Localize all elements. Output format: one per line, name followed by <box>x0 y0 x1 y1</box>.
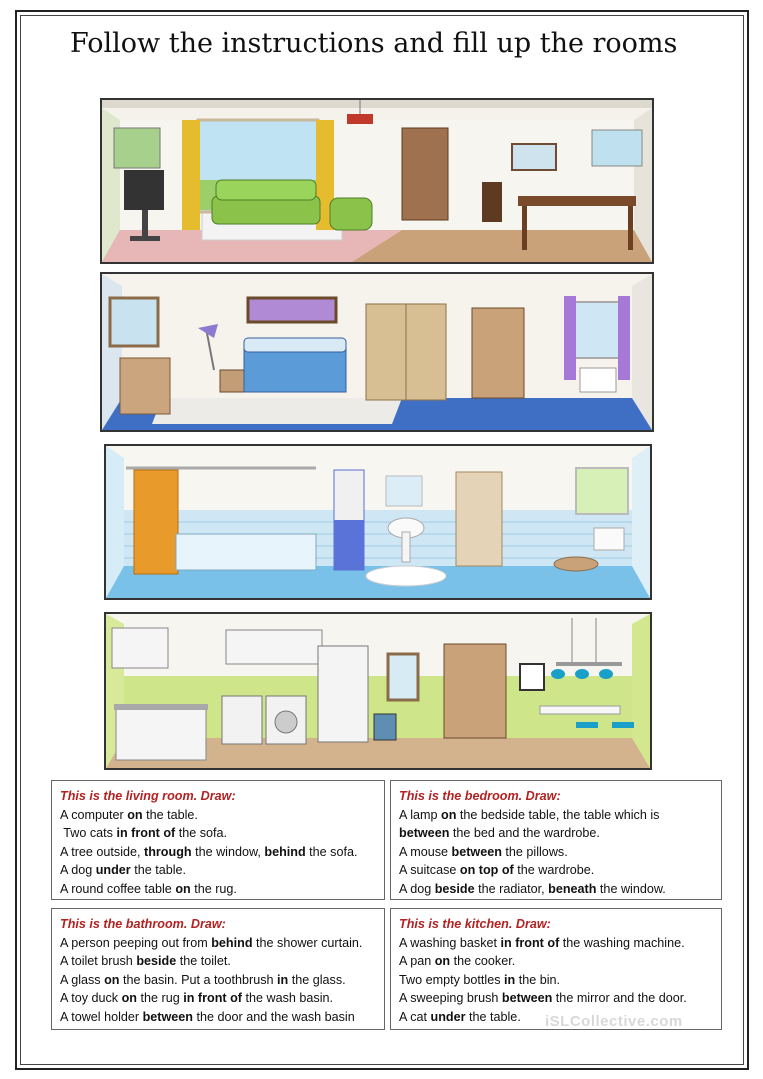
bathroom-instructions <box>51 908 385 1030</box>
kitchen-illustration <box>104 612 652 770</box>
kitchen-instructions <box>390 908 722 1030</box>
living-room-instructions <box>51 780 385 900</box>
bathroom-line-5: A towel holder between the door and the wash basin <box>60 1009 355 1024</box>
bedroom-illustration <box>100 272 654 432</box>
living-line-2: Two cats in front of the sofa. <box>60 826 228 841</box>
kitchen-line-2: A pan on the cooker. <box>399 954 516 969</box>
bedroom-line-3: A mouse between the pillows. <box>399 844 568 859</box>
living-line-5: A round coffee table on the rug. <box>60 881 237 896</box>
bedroom-instructions <box>390 780 722 900</box>
living-room-drawing <box>102 100 652 262</box>
living-line-3: A tree outside, through the window, behind the sofa. <box>60 844 358 859</box>
bathroom-line-4: A toy duck on the rug in front of the wash basin. <box>60 991 333 1006</box>
kitchen-drawing <box>106 614 650 768</box>
bathroom-line-2: A toilet brush beside the toilet. <box>60 954 231 969</box>
kitchen-line-4: A sweeping brush between the mirror and the door. <box>399 991 687 1006</box>
bedroom-header: This is the bedroom. Draw: <box>399 789 561 803</box>
bedroom-line-4: A suitcase on top of the wardrobe. <box>399 863 595 878</box>
kitchen-line-3: Two empty bottles in the bin. <box>399 972 561 987</box>
bathroom-line-1: A person peeping out from behind the shower curtain. <box>60 935 363 950</box>
living-line-1: A computer on the table. <box>60 807 198 822</box>
living-room-illustration <box>100 98 654 264</box>
bathroom-header: This is the bathroom. Draw: <box>60 917 226 931</box>
living-line-4: A dog under the table. <box>60 863 187 878</box>
watermark: iSLCollective.com <box>545 1013 683 1030</box>
bathroom-drawing <box>106 446 650 598</box>
bathroom-illustration <box>104 444 652 600</box>
page-title: Follow the instructions and fill up the rooms <box>70 28 678 59</box>
bedroom-line-5: A dog beside the radiator, beneath the window. <box>399 881 666 896</box>
bedroom-line-1: A lamp on the bedside table, the table which is <box>399 807 660 822</box>
kitchen-line-5: A cat under the table. <box>399 1009 521 1024</box>
living-room-header: This is the living room. Draw: <box>60 789 236 803</box>
bedroom-line-2: between the bed and the wardrobe. <box>399 826 600 841</box>
bathroom-line-3: A glass on the basin. Put a toothbrush in the glass. <box>60 972 346 987</box>
kitchen-line-1: A washing basket in front of the washing machine. <box>399 935 685 950</box>
bedroom-drawing <box>102 274 652 430</box>
kitchen-header: This is the kitchen. Draw: <box>399 917 551 931</box>
